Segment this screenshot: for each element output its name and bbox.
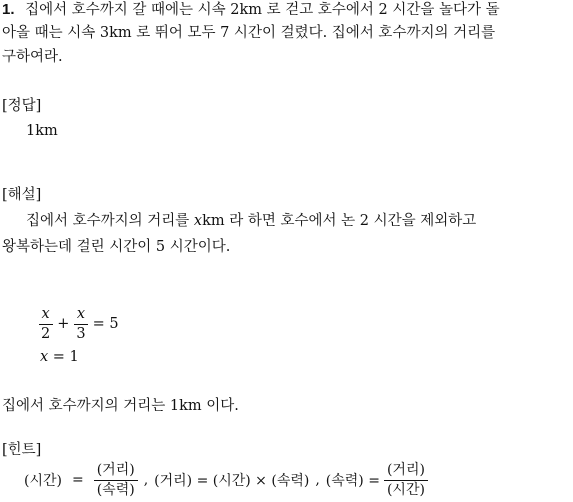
problem-text-3: 구하여라.	[2, 49, 63, 65]
fraction-denominator: 3	[76, 325, 86, 342]
hint-separator-2: ,	[315, 472, 320, 488]
fraction-numerator: (거리)	[94, 462, 138, 481]
fraction-numerator: x	[74, 306, 88, 325]
equation-1	[38, 304, 119, 344]
equation-2	[40, 347, 79, 367]
explanation-text-2: 왕복하는데 걸린 시간이 5 시간이다.	[2, 239, 231, 255]
hint-distance-formula: (거리) = (시간) × (속력)	[154, 473, 310, 489]
explanation-label: [해설]	[2, 187, 42, 203]
hint-separator-1: ,	[143, 472, 149, 488]
explanation-conclusion: 집에서 호수까지의 거리는 1km 이다.	[2, 398, 239, 414]
explanation-text-1a: 집에서 호수까지의 거리를	[26, 213, 194, 229]
plus-sign: +	[57, 316, 70, 332]
hint-formula-row	[24, 459, 428, 501]
hint-distance-over-time	[384, 462, 428, 499]
explanation-line-1	[26, 211, 476, 231]
hint-distance-over-speed	[94, 462, 138, 499]
explanation-text-1b: km 라 하면 호수에서 논 2 시간을 제외하고	[202, 213, 477, 229]
equation-2-variable: x	[40, 349, 49, 365]
explanation-variable: x	[193, 213, 203, 229]
fraction-denominator: (시간)	[386, 481, 425, 498]
problem-text-2: 아올 때는 시속 3km 로 뛰어 모두 7 시간이 걸렸다. 집에서 호수까지의 거리를	[2, 25, 496, 41]
fraction-numerator: (거리)	[384, 462, 428, 481]
equation-1-rhs: = 5	[92, 316, 119, 332]
problem-line-1	[2, 0, 500, 20]
hint-speed-term: (속력) =	[325, 473, 380, 489]
answer-value: 1km	[26, 123, 58, 139]
equation-2-rhs: = 1	[52, 349, 79, 365]
fraction-x-over-3	[73, 306, 88, 343]
problem-number: 1.	[2, 1, 15, 18]
fraction-denominator: 2	[41, 325, 51, 342]
hint-equals: =	[71, 472, 84, 488]
fraction-x-over-2	[38, 306, 53, 343]
hint-time-term: (시간)	[24, 473, 62, 489]
fraction-numerator: x	[39, 306, 53, 325]
answer-label: [정답]	[2, 98, 42, 114]
hint-label: [힌트]	[2, 442, 42, 458]
fraction-denominator: (속력)	[96, 481, 135, 498]
problem-text-1: 집에서 호수까지 갈 때에는 시속 2km 로 걷고 호수에서 2 시간을 놀다가 돌	[25, 2, 500, 18]
